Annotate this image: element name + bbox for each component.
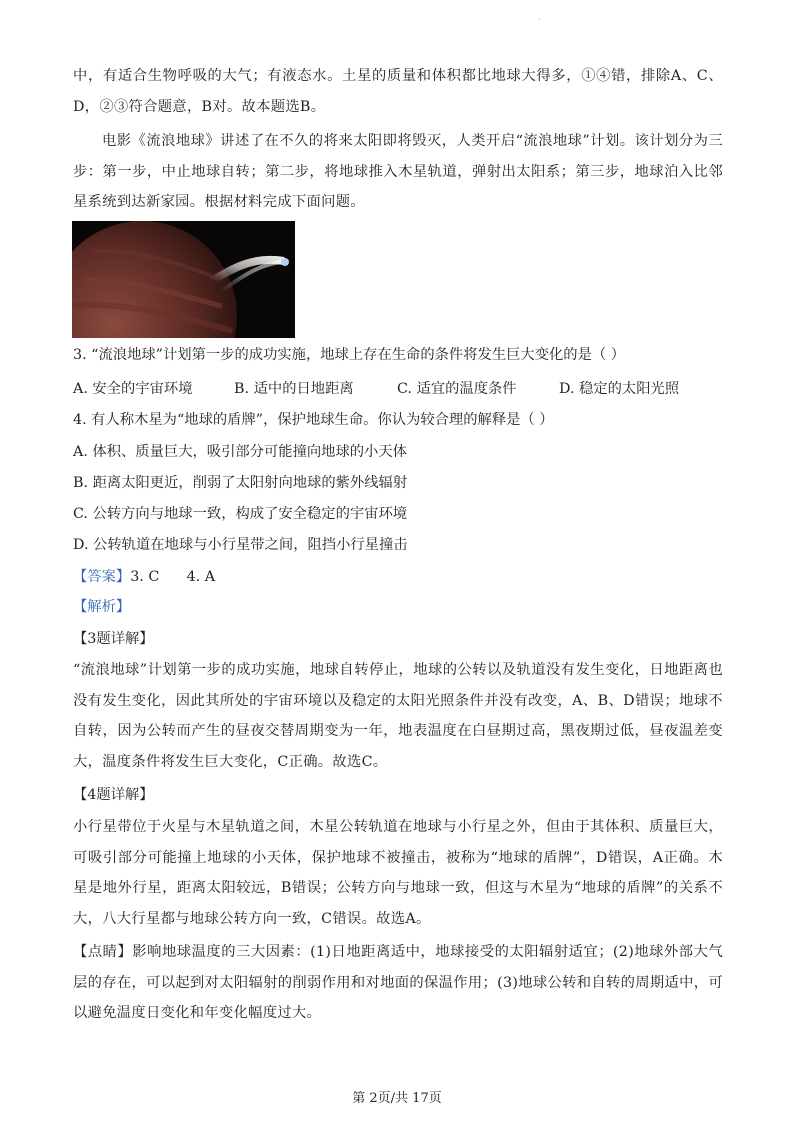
tips-text: 影响地球温度的三大因素：(1)日地距离适中，地球接受的太阳辐射适宜；(2)地球外部大气层的存在，可以起到对太阳辐射的削弱作用和对地面的保温作用；(3)地球公转和自转的周期适中，可以避免温度日变化和年变化幅度过大。: [73, 944, 723, 1021]
q3-option-b: B. 适中的日地距离: [234, 381, 354, 397]
q3-detail-label: 【3题详解】: [73, 631, 154, 647]
q4-detail-label: 【4题详解】: [73, 787, 154, 803]
answer-label: 【答案】: [73, 569, 131, 585]
tips-label: 【点睛】: [73, 944, 133, 960]
analysis-label: 【解析】: [73, 599, 131, 615]
q3-detail-text: “流浪地球”计划第一步的成功实施，地球自转停止，地球的公转以及轨道没有发生变化，日地距离也没有发生变化，因此其所处的宇宙环境以及稳定的太阳光照条件并没有改变，A、B、D错误；地球不自转，因为公转而产生的昼夜交替周期变为一年，地表温度在白昼期过高，黑夜期过低，昼夜温差变大，温度条件将发生巨大变化，C正确。故选C。: [73, 662, 723, 770]
q4-option-a: A. 体积、质量巨大，吸引部分可能撞向地球的小天体: [73, 444, 407, 460]
q3-option-c: C. 适宜的温度条件: [397, 381, 517, 397]
material-paragraph: 电影《流浪地球》讲述了在不久的将来太阳即将毁灭，人类开启“流浪地球”计划。该计划分为三步：第一步，中止地球自转；第二步，将地球推入木星轨道，弹射出太阳系；第三步，地球泊入比邻星系统到达新家园。根据材料完成下面问题。: [73, 133, 723, 210]
tips-paragraph: [73, 937, 723, 1029]
q4-option-b: B. 距离太阳更近，削弱了太阳射向地球的紫外线辐射: [73, 475, 408, 491]
q4-detail-text: 小行星带位于火星与木星轨道之间，木星公转轨道在地球与小行星之外，但由于其体积、质量巨大，可吸引部分可能撞上地球的小天体，保护地球不被撞击，被称为“地球的盾牌”，D错误，A正确。木星是地外行星，距离太阳较远，B错误；公转方向与地球一致，但这与木星为“地球的盾牌”的关系不大，八大行星都与地球公转方向一致，C错误。故选A。: [73, 819, 723, 927]
q3-option-d: D. 稳定的太阳光照: [559, 381, 680, 397]
previous-answer-tail: 中，有适合生物呼吸的大气；有液态水。土星的质量和体积都比地球大得多，①④错，排除A、C、D，②③符合题意，B对。故本题选B。: [73, 68, 723, 115]
answer-values: 3. C 4. A: [130, 569, 216, 585]
q4-option-d: D. 公转轨道在地球与小行星带之间，阻挡小行星撞击: [73, 537, 408, 553]
top-mark: ·: [538, 15, 541, 24]
q4-option-c: C. 公转方向与地球一致，构成了安全稳定的宇宙环境: [73, 506, 408, 522]
question-4-stem: 4. 有人称木星为“地球的盾牌”，保护地球生命。你认为较合理的解释是（ ）: [73, 412, 554, 428]
question-3-stem: 3. “流浪地球”计划第一步的成功实施，地球上存在生命的条件将发生巨大变化的是（ ）: [73, 347, 626, 363]
page-number-footer: 第 2页/共 17页: [352, 1091, 442, 1106]
answer-line: [73, 562, 723, 592]
q3-option-a: A. 安全的宇宙环境: [73, 381, 193, 397]
wandering-earth-image: [72, 221, 295, 338]
